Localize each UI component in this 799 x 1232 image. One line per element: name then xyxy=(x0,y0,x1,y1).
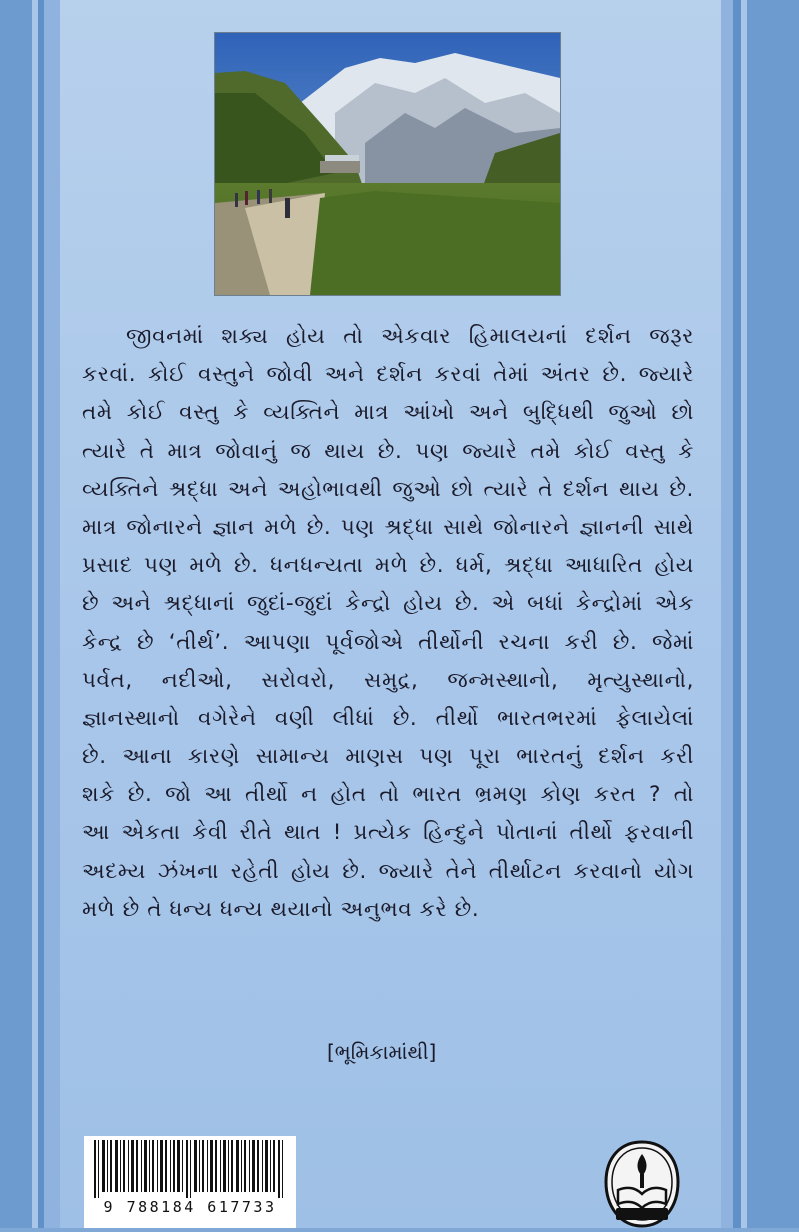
isbn-number: 9 788184 617733 xyxy=(103,1198,277,1216)
body-line: કરવાં. કોઈ વસ્તુને જોવી અને દર્શન કરવાં તેમાં અંતર છે. જ્યારે xyxy=(82,362,694,388)
body-line: પર્વત, નદીઓ, સરોવરો, સમુદ્ર, જન્મસ્થાનો, મૃત્યુસ્થાનો, xyxy=(82,667,694,693)
body-line: મળે છે તે ધન્ય ધન્ય થયાનો અનુભવ કરે છે. xyxy=(82,896,480,922)
body-line: અદમ્ય ઝંખના રહેતી હોય છે. જ્યારે તેને તીર્થાટન કરવાનો યોગ xyxy=(82,858,694,884)
source-note: [ભૂમિકામાંથી] xyxy=(327,1040,437,1064)
body-line: જ્ઞાનસ્થાનો વગેરેને વણી લીધાં છે. તીર્થો ભારતભરમાં ફેલાયેલાં xyxy=(82,705,694,731)
body-paragraph xyxy=(82,318,694,929)
body-line: પ્રસાદ પણ મળે છે. ધનધન્યતા મળે છે. ધર્મ, શ્રદ્ધા આધારિત હોય xyxy=(82,553,694,579)
body-line: વ્યક્તિને શ્રદ્ધા અને અહોભાવથી જુઓ છો ત્યારે તે દર્શન થાય છે. xyxy=(82,476,694,502)
body-line: છે. આના કારણે સામાન્ય માણસ પણ પૂરા ભારતનું દર્શન કરી xyxy=(82,744,694,770)
body-line: ત્યારે તે માત્ર જોવાનું જ થાય છે. પણ જ્યારે તમે કોઈ વસ્તુ કે xyxy=(82,438,694,464)
isbn-barcode xyxy=(84,1136,296,1228)
himalaya-landscape-photo xyxy=(214,32,561,296)
body-line: તમે કોઈ વસ્તુ કે વ્યક્તિને માત્ર આંખો અને બુદ્ધિથી જુઓ છો xyxy=(82,400,695,426)
right-border-stripes xyxy=(721,0,799,1228)
body-line: શકે છે. જો આ તીર્થો ન હોત તો ભારત ભ્રમણ કોણ કરત ? તો xyxy=(82,782,694,808)
body-line: છે અને શ્રદ્ધાનાં જુદાં-જુદાં કેન્દ્રો હોય છે. એ બધાં કેન્દ્રોમાં એક xyxy=(82,591,694,617)
body-line: કેન્દ્ર છે ‘તીર્થ’. આપણા પૂર્વજોએ તીર્થોની રચના કરી છે. જેમાં xyxy=(82,629,694,655)
body-line: માત્ર જોનારને જ્ઞાન મળે છે. પણ શ્રદ્ધા સાથે જોનારને જ્ઞાનની સાથે xyxy=(82,514,694,540)
body-line: જીવનમાં શક્ય હોય તો એકવાર હિમાલયનાં દર્શન જરૂર xyxy=(126,324,694,349)
gurjar-publisher-logo xyxy=(602,1140,682,1228)
body-line: આ એકતા કેવી રીતે થાત ! પ્રત્યેક હિન્દુને પોતાનાં તીર્થો ફરવાની xyxy=(82,820,694,846)
left-border-stripes xyxy=(0,0,60,1228)
barcode-icon xyxy=(84,1136,296,1198)
